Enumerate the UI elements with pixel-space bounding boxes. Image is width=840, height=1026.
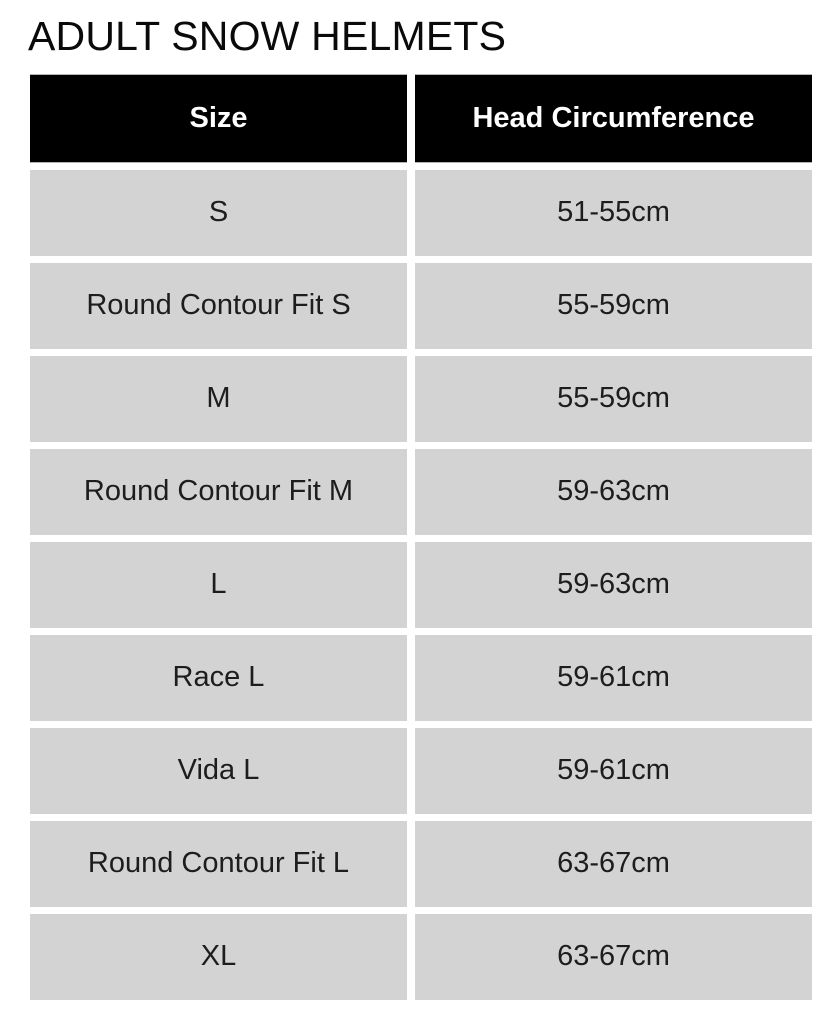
size-cell: Round Contour Fit M [30, 449, 407, 535]
size-cell: S [30, 170, 407, 256]
size-cell: M [30, 356, 407, 442]
column-header-size: Size [30, 74, 407, 163]
column-header-head-circumference: Head Circumference [415, 74, 812, 163]
circumference-cell: 55-59cm [415, 263, 812, 349]
circumference-cell: 55-59cm [415, 356, 812, 442]
size-cell: Round Contour Fit S [30, 263, 407, 349]
circumference-cell: 51-55cm [415, 170, 812, 256]
circumference-cell: 59-61cm [415, 635, 812, 721]
size-cell: XL [30, 914, 407, 1000]
size-table [30, 74, 812, 1000]
circumference-cell: 59-63cm [415, 542, 812, 628]
page-title: ADULT SNOW HELMETS [28, 13, 507, 59]
size-cell: Round Contour Fit L [30, 821, 407, 907]
circumference-cell: 59-63cm [415, 449, 812, 535]
circumference-cell: 63-67cm [415, 821, 812, 907]
size-cell: Vida L [30, 728, 407, 814]
circumference-cell: 59-61cm [415, 728, 812, 814]
circumference-cell: 63-67cm [415, 914, 812, 1000]
size-cell: Race L [30, 635, 407, 721]
size-cell: L [30, 542, 407, 628]
